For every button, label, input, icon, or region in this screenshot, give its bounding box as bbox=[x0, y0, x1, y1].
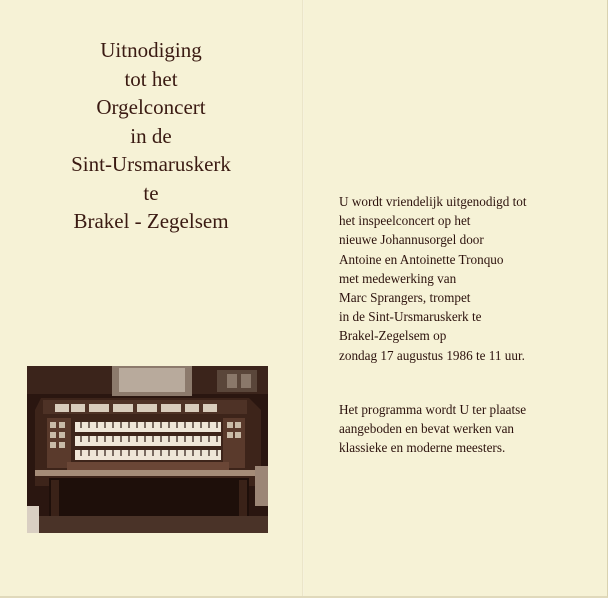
program-line: klassieke en moderne meesters. bbox=[339, 440, 506, 456]
invitation-line: in de Sint-Ursmaruskerk te bbox=[339, 309, 482, 325]
title-line: in de bbox=[130, 123, 172, 148]
title-line: te bbox=[143, 180, 159, 205]
invitation-line: U wordt vriendelijk uitgenodigd tot bbox=[339, 194, 527, 209]
organ-console-photo bbox=[27, 366, 268, 533]
right-panel bbox=[304, 0, 607, 596]
title-line: tot het bbox=[124, 66, 178, 91]
title-line: Brakel - Zegelsem bbox=[73, 209, 229, 233]
program-text bbox=[339, 400, 601, 458]
program-line: Het programma wordt U ter plaatse bbox=[339, 402, 527, 417]
invitation-line: nieuwe Johannusorgel door bbox=[339, 232, 484, 248]
invitation-line: het inspeelconcert op het bbox=[339, 213, 471, 229]
program-line: aangeboden en bevat werken van bbox=[339, 421, 515, 437]
invitation-title bbox=[20, 36, 282, 236]
left-panel bbox=[0, 0, 302, 596]
title-line: Sint-Ursmaruskerk bbox=[71, 152, 231, 176]
invitation-line: Antoine en Antoinette Tronquo bbox=[339, 251, 504, 267]
invitation-text bbox=[339, 192, 601, 365]
title-line: Uitnodiging bbox=[100, 38, 202, 62]
invitation-line: zondag 17 augustus 1986 te 11 uur. bbox=[339, 347, 525, 363]
invitation-line: Brakel-Zegelsem op bbox=[339, 328, 447, 344]
invitation-line: Marc Sprangers, trompet bbox=[339, 290, 471, 306]
invitation-line: met medewerking van bbox=[339, 270, 457, 286]
title-line: Orgelconcert bbox=[96, 95, 206, 119]
